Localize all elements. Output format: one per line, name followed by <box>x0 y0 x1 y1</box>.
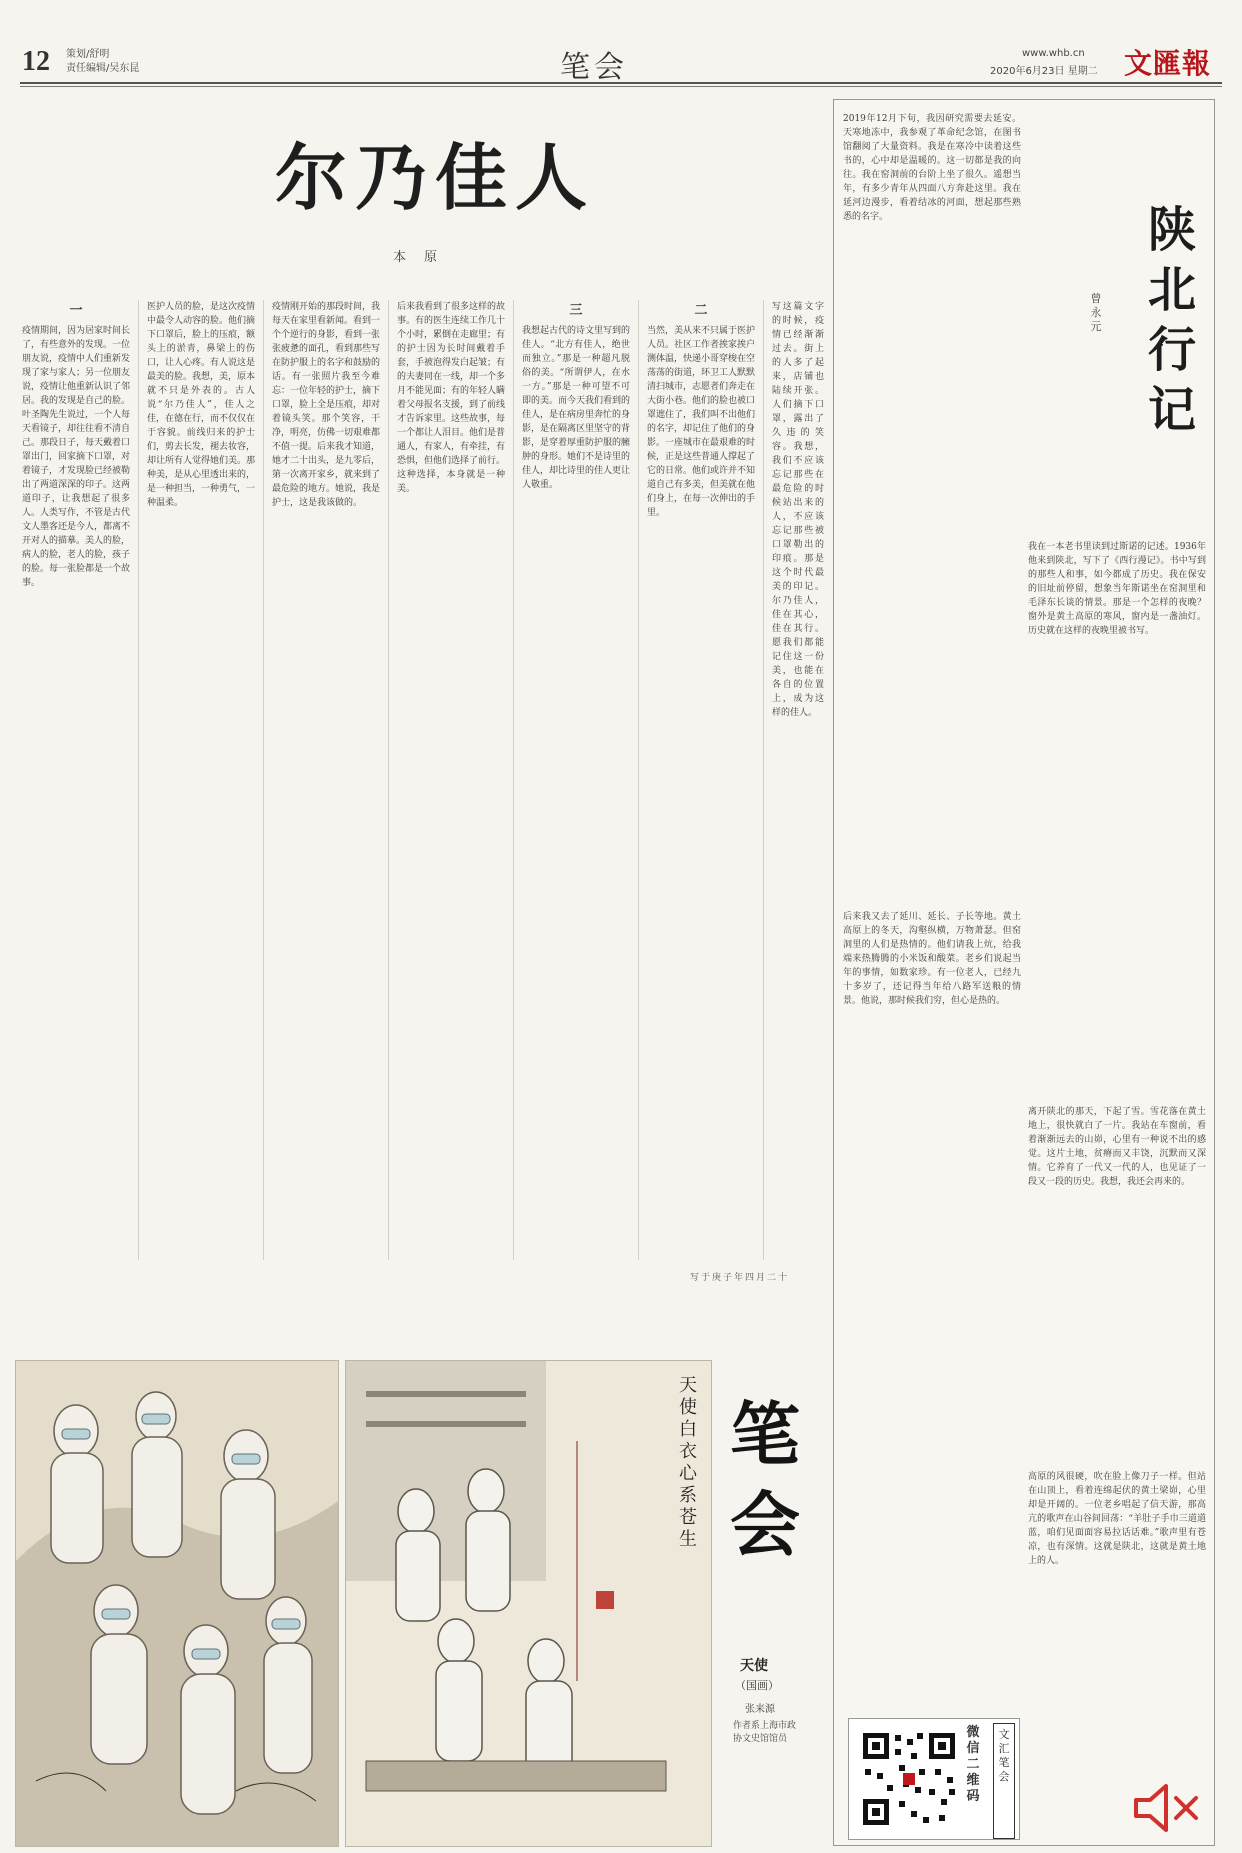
mute-button[interactable] <box>1130 1782 1204 1834</box>
essay-author: 本原 <box>393 250 456 265</box>
essay-column-text: 我想起古代的诗文里写到的佳人。“北方有佳人，绝世而独立。”那是一种超凡脱俗的美。“所谓伊人，在水一方。”那是一种可望不可即的美。而今天我们看到的佳人，是在病房里奔忙的身影，是在隔离区里坚守的背影，是穿着厚重防护服的臃肿的身形。她们不是诗里的佳人，却比诗里的佳人更让人敬重。 <box>522 326 630 490</box>
side-article-column-5 <box>1028 1470 1206 1775</box>
artwork-panel-left <box>15 1360 339 1847</box>
section-name: 笔会 <box>560 50 628 85</box>
editor-line-2: 责任编辑/吴东昆 <box>66 63 140 74</box>
essay-column-1 <box>22 300 130 1240</box>
ward-painting-right <box>346 1361 711 1846</box>
editor-line-1: 策划/舒明 <box>66 49 110 60</box>
side-column-text: 后来我又去了延川、延长、子长等地。黄土高原上的冬天，沟壑纵横，万物萧瑟。但窑洞里的人们是热情的。他们请我上炕，给我端来热腾腾的小米饭和酸菜。老乡们说起当年的事情，如数家珍。有一位老人，已经九十多岁了，还记得当年给八路军送粮的情景。他说，那时候我们穷，但心是热的。 <box>843 912 1021 1006</box>
column-divider <box>388 300 389 1260</box>
column-divider <box>263 300 264 1260</box>
side-column-text: 高原的风很硬，吹在脸上像刀子一样。但站在山顶上，看着连绵起伏的黄土梁峁，心里却是开阔的。一位老乡唱起了信天游，那高亢的歌声在山谷间回荡：“羊肚子手巾三道道蓝，咱们见面面容易拉话话难。”歌声里有苍凉，也有深情。这就是陕北，这就是黄土地上的人。 <box>1028 1472 1206 1566</box>
essay-title: 尔乃佳人 <box>275 135 596 220</box>
essay-column-3 <box>272 300 380 1240</box>
side-article-title: 陕北行记 <box>1147 202 1196 438</box>
essay-column-text: 医护人员的脸，是这次疫情中最令人动容的脸。他们摘下口罩后，脸上的压痕，额头上的淤青，鼻梁上的伤口，让人心疼。有人说这是最美的脸。我想，美，原本就不只是外表的。古人说“尔乃佳人”，佳人之佳，在德在行，而不仅仅在于容貌。前线归来的护士们，剪去长发，褪去妆容，却让所有人觉得她们美。那种美，是从心里透出来的，是一种担当，一种勇气，一种温柔。 <box>147 302 255 508</box>
essay-column-text: 疫情期间，因为居家时间长了，有些意外的发现。一位朋友说，疫情中人们重新发现了家与家人；另一位朋友说，疫情让他重新认识了邻居。我的发现是自己的脸。叶圣陶先生说过，一个人每天看镜子，却往往看不清自己。那段日子，每天戴着口罩出门，回家摘下口罩，对着镜子，才发现脸已经被勒出了两道深深的印子。这两道印子，让我想起了很多人。人类写作，不管是古代文人墨客还是今人，都离不开对人的描摹。美人的脸，病人的脸，老人的脸，孩子的脸。每一张脸都是一个故事。 <box>22 326 130 588</box>
page-number: 12 <box>22 46 50 77</box>
essay-column-text: 疫情刚开始的那段时间，我每天在家里看新闻。看到一个个逆行的身影，看到一张张疲惫的面孔，看到那些写在防护服上的名字和鼓励的话。有一张照片我至今难忘：一位年轻的护士，摘下口罩，脸上全是压痕，却对着镜头笑。那个笑容，干净，明亮，仿佛一切艰难都不值一提。后来我才知道，她才二十出头，是九零后，第一次离开家乡，就来到了最危险的地方。她说，我是护士，这是我该做的。 <box>272 302 380 508</box>
artwork-medium: （国画） <box>735 1679 779 1692</box>
essay-column-text: 当然，美从来不只属于医护人员。社区工作者挨家挨户测体温，快递小哥穿梭在空荡荡的街道，环卫工人默默清扫城市，志愿者们奔走在大街小巷。他们的脸也被口罩遮住了，我们叫不出他们的名字，却记住了他们的身影。一座城市在最艰难的时候，正是这些普通人撑起了它的日常。他们或许并不知道自己有多美，但美就在他们身上，在每一次伸出的手里。 <box>647 326 755 518</box>
column-divider <box>763 300 764 1260</box>
painting-inscription: 天使白衣心系苍生 <box>679 1375 697 1550</box>
side-article-author: 曾永元 <box>1090 292 1102 333</box>
side-article-column-2 <box>843 910 1021 1700</box>
qr-code-block[interactable] <box>848 1718 1020 1840</box>
section-marker-three: 三 <box>569 303 583 318</box>
editor-credits <box>66 48 139 76</box>
side-article-column-1 <box>843 112 1021 902</box>
essay-column-7 <box>772 300 824 1240</box>
side-article-column-4 <box>1028 1105 1206 1465</box>
side-column-text: 2019年12月下旬，我因研究需要去延安。天寒地冻中，我参观了革命纪念馆，在图书馆翻阅了大量资料。我是在寒冷中读着这些书的，心中却是温暖的。这一切都是我的向往。我在窑洞前的台阶上坐了很久。遥想当年，有多少青年从四面八方奔赴这里。我在延河边漫步，看着结冰的河面，想起那些熟悉的名字。 <box>843 114 1021 222</box>
qr-label: 微信二维码 <box>966 1725 980 1804</box>
qr-badge: 文汇笔会 <box>993 1723 1015 1839</box>
side-article-column-3 <box>1028 540 1206 1100</box>
medics-painting-left <box>16 1361 338 1846</box>
column-brush-title: 笔会 <box>730 1393 800 1566</box>
essay-column-6 <box>647 300 755 1240</box>
side-column-text: 离开陕北的那天，下起了雪。雪花落在黄土地上，很快就白了一片。我站在车窗前，看着渐渐远去的山峁，心里有一种说不出的感觉。这片土地，贫瘠而又丰饶，沉默而又深情。它养育了一代又一代的人，也见证了一段又一段的历史。我想，我还会再来的。 <box>1028 1107 1206 1187</box>
section-marker-two: 二 <box>694 303 708 318</box>
essay-column-5 <box>522 300 630 1240</box>
page-header <box>0 0 1242 90</box>
newspaper-logo: 文匯報 <box>1124 47 1212 80</box>
artwork-title: 天使 <box>740 1658 768 1674</box>
essay-signature: 写于庚子年四月二十 <box>690 1273 790 1283</box>
essay-column-4 <box>397 300 505 1240</box>
essay-column-text: 写这篇文字的时候，疫情已经渐渐过去。街上的人多了起来，店铺也陆续开张。人们摘下口罩，露出了久违的笑容。我想，我们不应该忘记那些在最危险的时候站出来的人，不应该忘记那些被口罩勒出的印痕。那是这个时代最美的印记。尔乃佳人，佳在其心，佳在其行。愿我们都能记住这一份美，也能在各自的位置上，成为这样的佳人。 <box>772 302 824 718</box>
header-rule <box>20 82 1222 84</box>
column-divider <box>138 300 139 1260</box>
site-url: www.whb.cn <box>1022 48 1085 59</box>
speaker-muted-icon <box>1130 1782 1204 1834</box>
column-divider <box>513 300 514 1260</box>
header-rule-thin <box>20 86 1222 87</box>
side-column-text: 我在一本老书里读到过斯诺的记述。1936年他来到陕北，写下了《西行漫记》。书中写到的那些人和事，如今都成了历史。我在保安的旧址前停留，想象当年斯诺坐在窑洞里和毛泽东长谈的情景。那是一个怎样的夜晚？窗外是黄土高原的寒风，窗内是一盏油灯。历史就在这样的夜晚里被书写。 <box>1028 542 1206 636</box>
column-divider <box>638 300 639 1260</box>
essay-column-text: 后来我看到了很多这样的故事。有的医生连续工作几十个小时，累倒在走廊里；有的护士因为长时间戴着手套，手被泡得发白起皱；有的夫妻同在一线，却一个多月不能见面；有的年轻人瞒着父母报名支援，到了前线才告诉家里。这些故事，每一个都让人泪目。他们是普通人，有家人，有牵挂，有恐惧，但他们选择了前行。这种选择，本身就是一种美。 <box>397 302 505 494</box>
section-marker-one: 一 <box>69 303 83 318</box>
artwork-artist: 张来源 <box>745 1704 775 1715</box>
artwork-credit: 作者系上海市政协文史馆馆员 <box>733 1721 797 1744</box>
artwork-panel-right <box>345 1360 712 1847</box>
qr-code-icon <box>859 1729 959 1829</box>
essay-column-2 <box>147 300 255 1240</box>
issue-date: 2020年6月23日 星期二 <box>990 66 1098 77</box>
